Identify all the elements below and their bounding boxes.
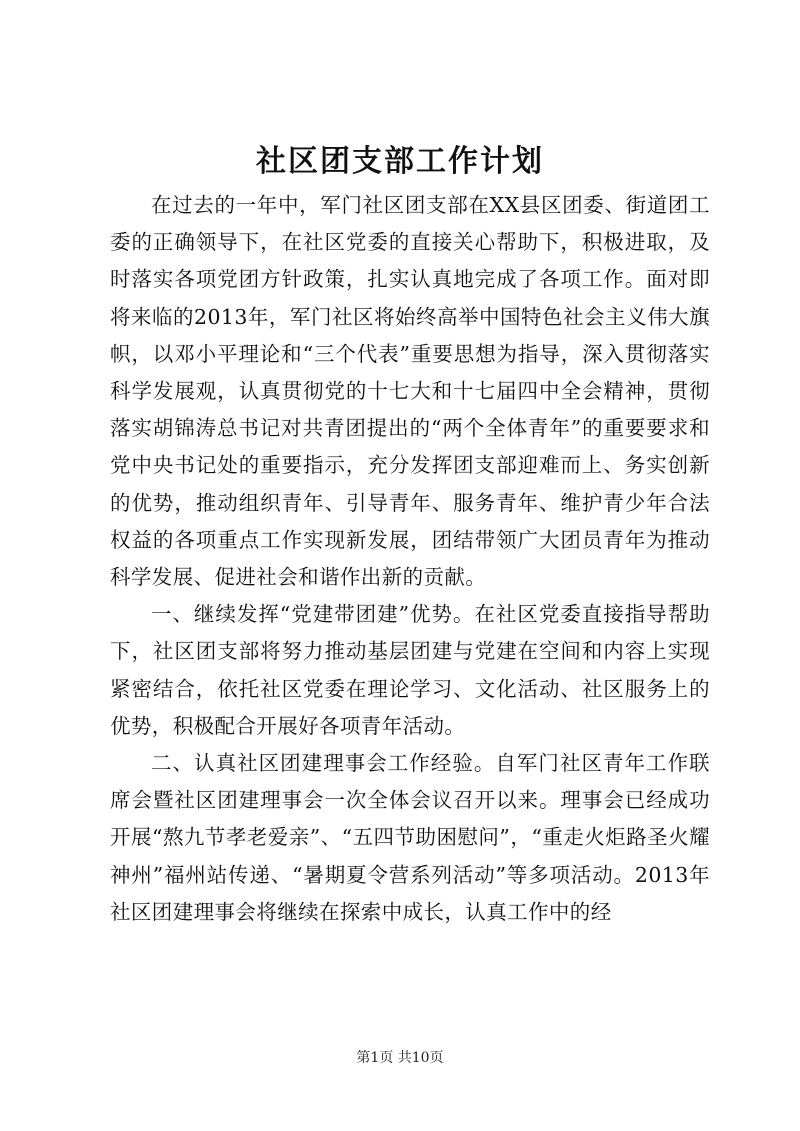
document-title: 社区团支部工作计划 [256,144,544,179]
paragraph-section-2: 二、认真社区团建理事会工作经验。自军门社区青年工作联席会暨社区团建理事会一次全体会议召开以来。理事会已经成功开展“熬九节孝老爱亲”、“五四节助困慰问”，“重走火炬路圣火耀神州”福州站传递、“暑期夏令营系列活动”等多项活动。2013年社区团建理事会将继续在探索中成长，认真工作中的经 [110,751,710,924]
paragraph-intro: 在过去的一年中，军门社区团支部在XX县区团委、街道团工委的正确领导下，在社区党委的直接关心帮助下，积极进取，及时落实各项党团方针政策，扎实认真地完成了各项工作。面对即将来临的2013年，军门社区将始终高举中国特色社会主义伟大旗帜，以邓小平理论和“三个代表”重要思想为指导，深入贯彻落实科学发展观，认真贯彻党的十七大和十七届四中全会精神，贯彻落实胡锦涛总书记对共青团提出的“两个全体青年”的重要要求和党中央书记处的重要指示，充分发挥团支部迎难而上、务实创新的优势，推动组织青年、引导青年、服务青年、维护青少年合法权益的各项重点工作实现新发展，团结带领广大团员青年为推动科学发展、促进社会和谐作出新的贡献。 [110,193,710,590]
page-footer: 第1页 共10页 [356,1050,444,1066]
paragraph-section-1: 一、继续发挥“党建带团建”优势。在社区党委直接指导帮助下，社区团支部将努力推动基层团建与党建在空间和内容上实现紧密结合，依托社区党委在理论学习、文化活动、社区服务上的优势，积极配合开展好各项青年活动。 [110,602,710,738]
document-body [110,187,710,931]
